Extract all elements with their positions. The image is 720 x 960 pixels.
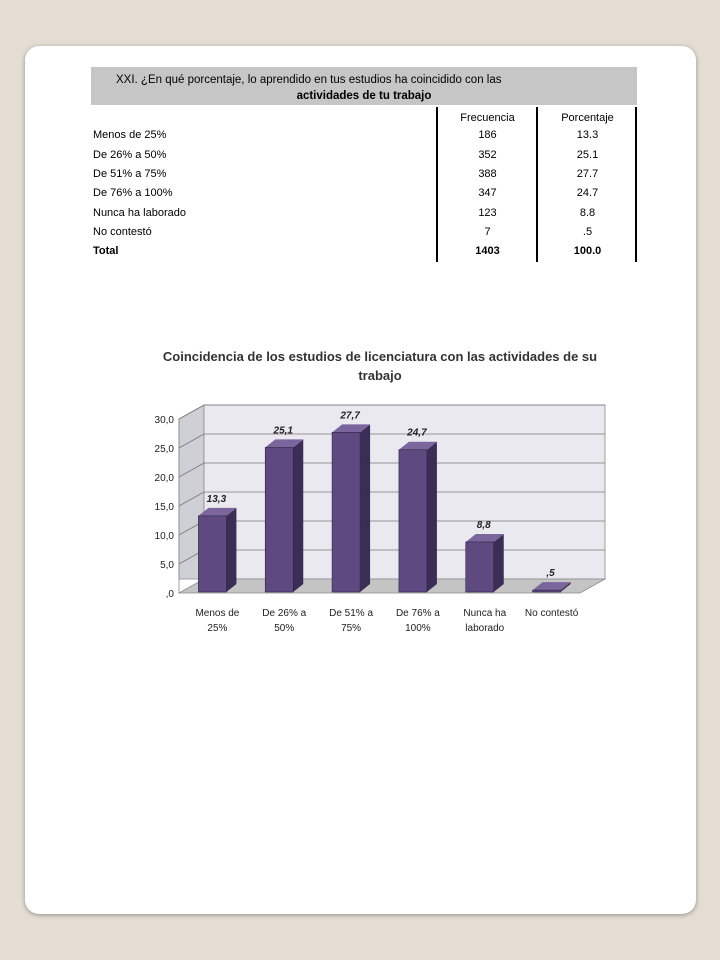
x-tick-label: No contestó	[524, 608, 579, 619]
y-tick-label: 15,0	[154, 502, 174, 513]
x-tick-label: Nunca ha	[463, 608, 507, 619]
bar-side	[494, 534, 504, 592]
table-row-pct: 24.7	[576, 187, 599, 199]
chart-title-line2: trabajo	[358, 368, 402, 383]
table-row-label: De 26% a 50%	[93, 149, 167, 161]
y-tick-label: 5,0	[160, 560, 174, 571]
y-tick-label: 25,0	[154, 444, 174, 455]
data-label: 25,1	[273, 425, 293, 437]
bar	[198, 516, 226, 592]
x-tick-label: De 26% a	[262, 608, 307, 619]
table-row-freq: 7	[484, 226, 491, 238]
data-label: 8,8	[476, 519, 491, 531]
x-tick-label: 100%	[405, 623, 431, 634]
bar-side	[360, 424, 370, 592]
table-row-freq: 186	[478, 129, 497, 141]
table-question-line2: actividades de tu trabajo	[296, 90, 432, 102]
x-tick-label: laborado	[465, 623, 505, 634]
bar	[332, 432, 360, 592]
table-total-pct: 100.0	[573, 245, 602, 257]
x-tick-label: 75%	[341, 623, 362, 634]
x-tick-label: De 76% a	[395, 608, 440, 619]
bar	[265, 447, 293, 592]
table-row-label: No contestó	[93, 226, 152, 238]
bar-side	[293, 439, 303, 592]
x-tick-label: 25%	[207, 623, 228, 634]
y-tick-label: ,0	[165, 589, 174, 600]
x-tick-label: 50%	[274, 623, 295, 634]
table-row-freq: 388	[478, 168, 497, 180]
x-tick-label: Menos de	[195, 608, 240, 619]
data-label: 13,3	[206, 493, 227, 505]
table-row-pct: 25.1	[576, 149, 599, 161]
table-row-label: De 76% a 100%	[93, 187, 173, 199]
col-header-porcentaje: Porcentaje	[561, 112, 614, 124]
col-header-frecuencia: Frecuencia	[460, 112, 515, 124]
x-tick-label: De 51% a	[329, 608, 374, 619]
bar	[533, 590, 561, 592]
table-row-pct: .5	[582, 226, 593, 238]
table-total-label: Total	[93, 245, 119, 257]
table-row-label: De 51% a 75%	[93, 168, 167, 180]
bar	[466, 542, 494, 592]
table-row-label: Nunca ha laborado	[93, 207, 186, 219]
table-row-freq: 347	[478, 187, 497, 199]
bar-side	[226, 508, 236, 592]
table-row-pct: 13.3	[576, 129, 599, 141]
table-row-pct: 27.7	[576, 168, 599, 180]
table-total-freq: 1403	[475, 245, 500, 257]
table-question-line1: XXI. ¿En qué porcentaje, lo aprendido en tus estudios ha coincidido con las	[116, 74, 502, 86]
data-label: ,5	[546, 568, 555, 580]
data-label: 24,7	[407, 427, 427, 439]
table-row-freq: 352	[478, 149, 497, 161]
bar-side	[427, 442, 437, 592]
data-label: 27,7	[340, 410, 360, 422]
y-tick-label: 20,0	[154, 473, 174, 484]
table-row-freq: 123	[478, 207, 497, 219]
chart-title-line1: Coincidencia de los estudios de licenciatura con las actividades de su	[162, 349, 598, 364]
table-row-pct: 8.8	[579, 207, 596, 219]
bar	[399, 450, 427, 592]
table-row-label: Menos de 25%	[93, 129, 167, 141]
y-tick-label: 10,0	[154, 531, 174, 542]
y-tick-label: 30,0	[154, 415, 174, 426]
